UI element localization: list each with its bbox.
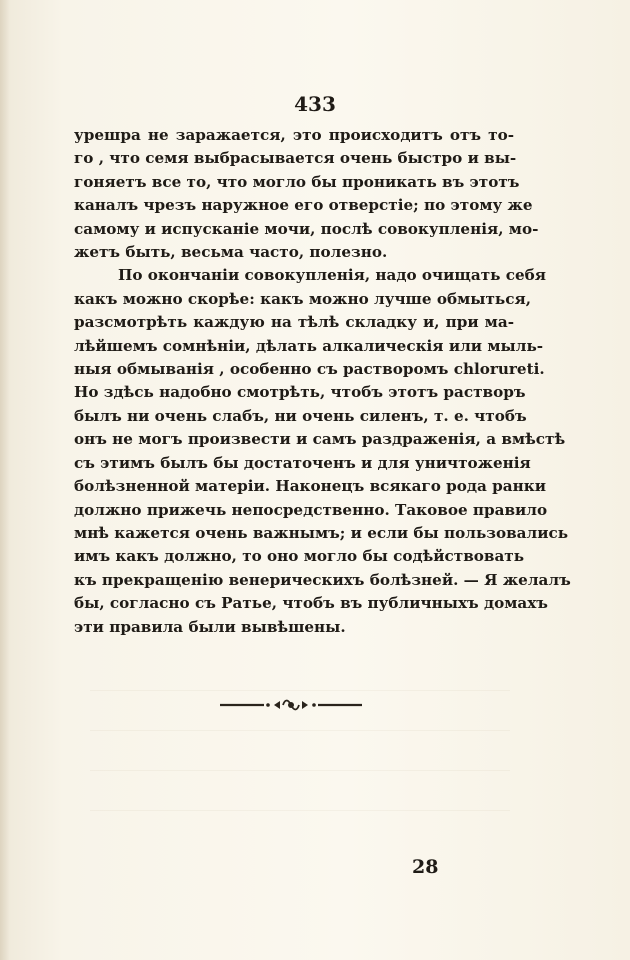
- show-through-line: [90, 770, 510, 771]
- signature-mark: 28: [412, 856, 439, 878]
- show-through-line: [90, 690, 510, 691]
- text-line-11: ныя обмыванія , особенно съ растворомъ chlorureti.: [74, 360, 545, 379]
- text-line-18: мнѣ кажется очень важнымъ; и если бы пользовались: [74, 523, 569, 542]
- text-line-8: какъ можно скорѣе: какъ можно лучше обмыться,: [74, 289, 531, 308]
- ornamental-divider: [216, 696, 366, 714]
- text-line-7: По окончаніи совокупленія, надо очищать себя: [118, 266, 546, 285]
- text-line-2: го , что семя выбрасывается очень быстро и вы-: [74, 149, 517, 168]
- text-line-6: жетъ быть, весьма часто, полезно.: [74, 243, 388, 262]
- text-line-5: самому и испусканіе мочи, послѣ совокупленія, мо-: [74, 219, 539, 238]
- text-line-17: должно прижечь непосредственно. Таковое правило: [74, 500, 548, 519]
- text-line-9: разсмотрѣть каждую на тѣлѣ складку и, при ма-: [74, 313, 514, 332]
- text-line-1: урешра не заражается, это происходитъ отъ то-: [74, 126, 514, 144]
- text-line-22: эти правила были вывѣшены.: [74, 617, 346, 636]
- show-through-line: [90, 730, 510, 731]
- page-number: 433: [294, 92, 336, 116]
- text-line-20: къ прекращенію венерическихъ болѣзней. — Я желалъ: [74, 570, 571, 589]
- text-line-14: онъ не могъ произвести и самъ раздраженія, а вмѣстѣ: [74, 430, 566, 449]
- text-line-21: бы, согласно съ Ратье, чтобъ въ публичныхъ домахъ: [74, 594, 548, 613]
- text-line-10: лѣйшемъ сомнѣніи, дѣлать алкалическія или мыль-: [74, 336, 544, 355]
- text-line-13: былъ ни очень слабъ, ни очень силенъ, т. е. чтобъ: [74, 406, 527, 425]
- show-through-line: [90, 810, 510, 811]
- text-line-15: съ этимъ былъ бы достаточенъ и для уничтоженія: [74, 453, 531, 472]
- text-line-4: каналъ чрезъ наружное его отверстіе; по этому же: [74, 196, 533, 215]
- text-line-3: гоняетъ все то, что могло бы проникать въ этотъ: [74, 172, 520, 191]
- text-line-12: Но здѣсь надобно смотрѣть, чтобъ этотъ растворъ: [74, 383, 526, 402]
- text-line-16: болѣзненной матеріи. Наконецъ всякаго рода ранки: [74, 477, 546, 496]
- text-line-19: имъ какъ должно, то оно могло бы содѣйствовать: [74, 547, 525, 566]
- body-text: [74, 124, 571, 639]
